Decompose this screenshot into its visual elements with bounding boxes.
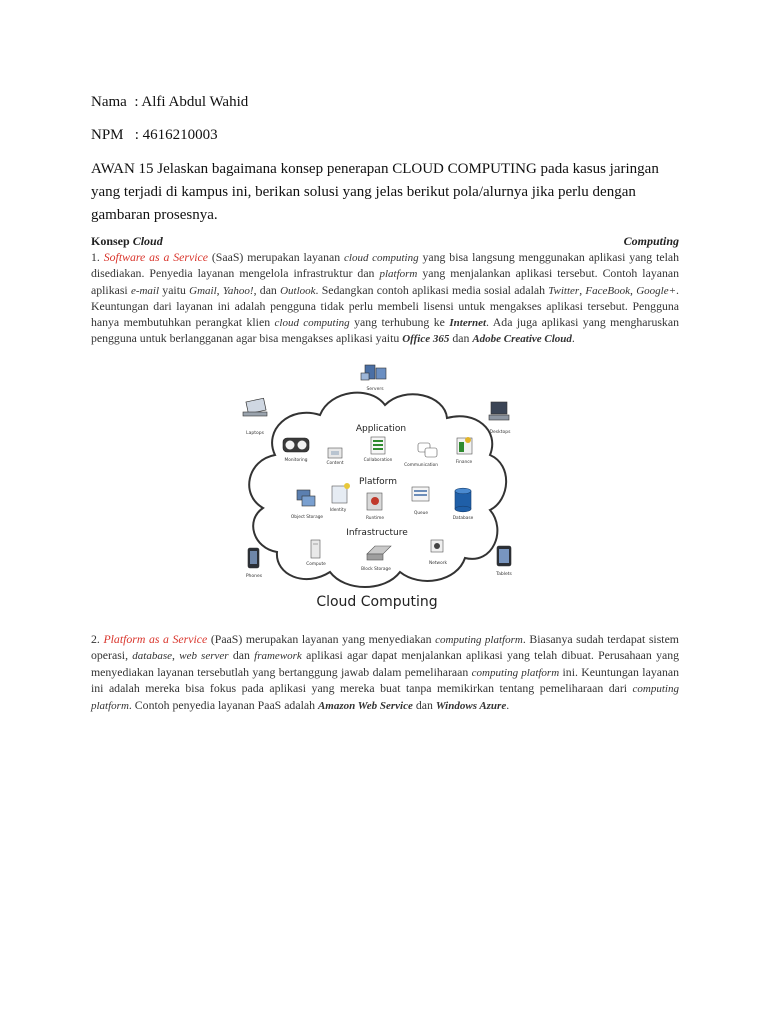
object-storage-label: Object Storage	[290, 515, 324, 520]
text-run: yang terhubung ke	[349, 314, 450, 329]
italic-run: cloud computing	[274, 316, 350, 329]
heading-right: Computing	[623, 234, 679, 248]
identity-icon	[332, 483, 350, 503]
italic-run: Yahoo!	[222, 284, 254, 297]
student-name: Nama : Alfi Abdul Wahid	[91, 94, 249, 110]
infrastructure-layer: Infrastructure	[346, 528, 408, 538]
text-run: yaitu	[159, 282, 190, 297]
heading-left: Konsep	[91, 234, 130, 248]
laptops-label: Laptops	[246, 431, 264, 436]
italic-run: computing platform	[471, 666, 560, 679]
text-run: ,	[630, 282, 637, 297]
monitoring-icon	[283, 438, 309, 452]
text-run: , dan	[253, 282, 281, 297]
network-label: Network	[429, 561, 447, 566]
italic-run: cloud computing	[344, 252, 419, 264]
compute-label: Compute	[306, 562, 326, 567]
text-run: . Biasanya sudah terdapat sistem operasi,	[91, 632, 679, 663]
finance-icon	[457, 437, 472, 454]
text-run: .	[506, 697, 510, 712]
laptop-icon	[243, 398, 267, 416]
italic-run: web server	[179, 650, 229, 663]
cloud-computing-diagram	[235, 360, 525, 615]
runtime-label: Runtime	[366, 516, 384, 521]
text-run: (SaaS) merupakan layanan	[208, 250, 345, 264]
section-heading	[91, 234, 679, 249]
italic-run: database	[132, 650, 173, 663]
italic-run: framework	[254, 650, 302, 663]
tablets-label: Tablets	[496, 572, 512, 577]
italic-run: Office 365	[402, 333, 450, 346]
text-run: aplikasi agar dapat menjalankan aplikasi yang telah dibuat. Perusahaan yang menyediakan layanan tersebutlah yang bertanggung jawab dalam pemeliharaan	[91, 648, 680, 679]
text-run: dan	[449, 331, 473, 346]
italic-run: platform	[379, 268, 418, 281]
text-run: ini. Keuntungan layanan ini adalah mereka bisa fokus pada aplikasi yang mereka buat tanpa memikirkan tentang pemeliharaan dari	[91, 664, 679, 696]
italic-run: Google+	[636, 284, 677, 297]
paas-term: Platform as a Service	[103, 632, 208, 646]
diagram-title: Cloud Computing	[316, 594, 438, 610]
network-icon	[431, 540, 443, 552]
assignment-question: AWAN 15 Jelaskan bagaimana konsep penerapan CLOUD COMPUTING pada kasus jaringan yang terjadi di kampus ini, berikan solusi yang jelas berikut pola/alurnya jika perlu dengan gambaran prosesnya.	[91, 161, 659, 223]
text-run: . Sedangkan contoh aplikasi media sosial adalah	[315, 282, 549, 297]
italic-run: e-mail	[130, 284, 160, 297]
heading-left-italic: Cloud	[132, 234, 163, 248]
text-run: dan	[228, 648, 255, 663]
text-run: dan	[412, 697, 436, 712]
phone-icon	[248, 548, 259, 568]
block-storage-label: Block Storage	[361, 567, 391, 572]
text-run: ,	[579, 282, 586, 297]
student-npm: NPM : 4616210003	[91, 127, 218, 143]
compute-icon	[311, 540, 320, 558]
italic-run: Twitter	[548, 284, 580, 297]
identity-label: Identity	[329, 508, 347, 513]
queue-icon	[412, 487, 429, 501]
collaboration-icon	[371, 437, 385, 454]
application-layer: Application	[355, 424, 407, 434]
collaboration-label: Collaboration	[363, 458, 393, 463]
desktops-label: Desktops	[489, 430, 511, 435]
saas-term: Software as a Service	[103, 250, 208, 264]
servers-label: Servers	[366, 387, 384, 392]
text-run: . Contoh penyedia layanan PaaS adalah	[128, 697, 318, 712]
content-icon	[328, 448, 342, 458]
text-run: .	[571, 331, 575, 346]
text-run: . Ada juga aplikasi yang mengharuskan pengguna untuk berlangganan agar bisa mengakses aplikasi yaitu	[91, 314, 679, 346]
paas-paragraph	[91, 632, 679, 714]
platform-layer: Platform	[359, 477, 397, 487]
italic-run: Amazon Web Service	[317, 699, 413, 712]
communication-label: Communication	[404, 463, 438, 468]
italic-run: FaceBook	[585, 284, 631, 297]
finance-label: Finance	[455, 460, 473, 465]
text-run: yang bisa langsung menggunakan aplikasi yang telah disediakan. Penyedia layanan mengelola infrastruktur dan	[91, 250, 679, 281]
italic-run: computing platform	[91, 683, 679, 712]
italic-run: Outlook	[280, 284, 316, 297]
content-label: Content	[326, 461, 344, 466]
desktop-icon	[489, 402, 509, 420]
saas-paragraph	[91, 250, 679, 347]
servers-icon	[361, 365, 386, 380]
italic-run: Adobe Creative Cloud	[472, 333, 572, 346]
italic-run: Internet	[449, 316, 487, 329]
text-run: (PaaS) merupakan layanan yang menyediakan	[207, 632, 436, 646]
item-number: 1.	[91, 250, 100, 264]
text-run: yang menjalankan aplikasi tersebut. Contoh layanan aplikasi	[91, 266, 679, 297]
italic-run: Gmail	[189, 284, 217, 297]
text-run: ,	[216, 282, 223, 297]
monitoring-label: Monitoring	[284, 458, 308, 463]
italic-run: computing platform	[435, 634, 523, 646]
italic-run: Windows Azure	[435, 699, 507, 712]
runtime-icon	[367, 493, 382, 510]
queue-label: Queue	[413, 511, 429, 516]
database-label: Database	[452, 516, 474, 521]
phones-label: Phones	[245, 574, 263, 579]
text-run: ,	[172, 648, 180, 663]
text-run: . Keuntungan dari layanan ini adalah pengguna tidak perlu membeli lisensi untuk mengakses aplikasi tersebut. Pengguna hanya membutuhkan perangkat klien	[91, 282, 679, 329]
database-icon	[455, 488, 471, 512]
item-number: 2.	[91, 632, 100, 646]
tablet-icon	[497, 546, 511, 566]
